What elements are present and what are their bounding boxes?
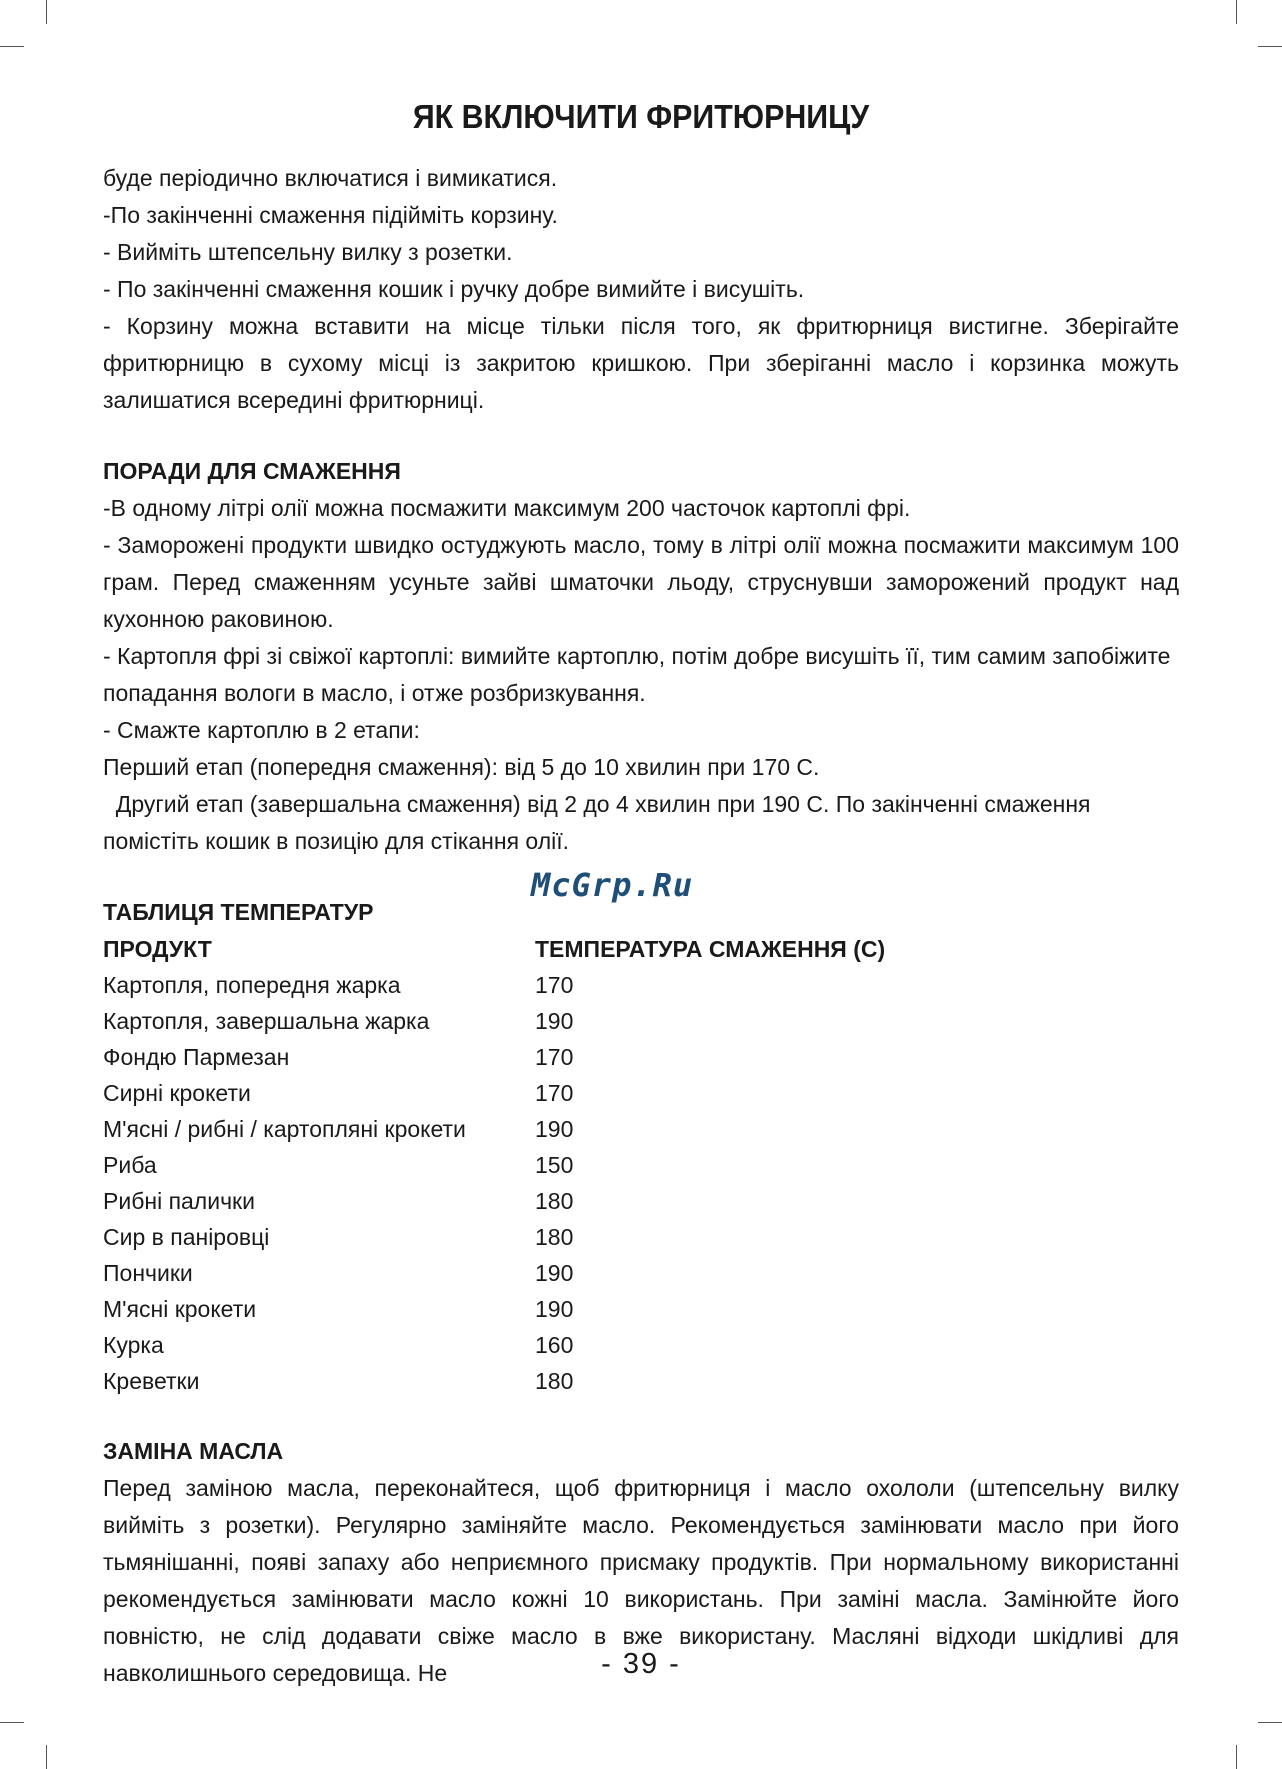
page-number: - 39 - <box>601 1648 681 1680</box>
temp-cell: 180 <box>535 1188 574 1214</box>
intro-paragraph: - Корзину можна вставити на місце тільки після того, як фритюрниця вистигне. Зберігайте фритюрницю в сухому місці із закритою кришкою. При зберіганні масло і корзинка можуть залишатися всередині фритюрниці. <box>103 313 1179 413</box>
temp-cell: 150 <box>535 1152 574 1178</box>
crop-mark <box>46 1745 47 1769</box>
crop-mark <box>1236 1745 1237 1769</box>
table-row <box>103 1147 885 1183</box>
tips-paragraph: - Смажте картоплю в 2 етапи: <box>103 717 420 743</box>
temp-cell: 170 <box>535 1044 574 1070</box>
oil-change-heading: ЗАМІНА МАСЛА <box>103 1438 284 1464</box>
oil-change-paragraph: Перед заміною масла, переконайтеся, щоб фритюрниця і масло охололи (штепсельну вилку вийміть з розетки). Регулярно заміняйте масло. Рекомендується замінювати масло при його тьмянішанні, появі запаху або неприємного присмаку продуктів. При нормальному використанні рекомендується замінювати масло кожні 10 використань. При заміні масла. Замінюйте його повністю, не слід додавати свіже масло в вже використану. Масляні відходи шкідливі для навколишнього середовища. Не <box>103 1475 1179 1686</box>
tips-paragraph: Перший етап (попередня смаження): від 5 до 10 хвилин при 170 С. <box>103 754 820 780</box>
tips-heading: ПОРАДИ ДЛЯ СМАЖЕННЯ <box>103 458 401 484</box>
table-row <box>103 1291 885 1327</box>
crop-mark <box>0 1722 24 1723</box>
product-cell: Сирні крокети <box>103 1080 251 1106</box>
table-row <box>103 1363 885 1399</box>
table-row <box>103 1219 885 1255</box>
intro-line: буде періодично включатися і вимикатися. <box>103 165 558 191</box>
crop-mark <box>1236 0 1237 24</box>
column-header-product: ПРОДУКТ <box>103 936 212 962</box>
table-row <box>103 1183 885 1219</box>
crop-mark <box>46 0 47 24</box>
temp-cell: 160 <box>535 1332 574 1358</box>
intro-line: -По закінченні смаження підійміть корзину. <box>103 202 558 228</box>
tips-paragraph: Другий етап (завершальна смаження) від 2 до 4 хвилин при 190 С. По закінченні смаження помістіть кошик в позицію для стікання олії. <box>103 791 1097 854</box>
product-cell: Курка <box>103 1332 164 1358</box>
temp-cell: 190 <box>535 1008 574 1034</box>
product-cell: Картопля, завершальна жарка <box>103 1008 430 1034</box>
temp-cell: 190 <box>535 1296 574 1322</box>
intro-line: - По закінченні смаження кошик і ручку добре вимийте і висушіть. <box>103 276 805 302</box>
temp-cell: 180 <box>535 1368 574 1394</box>
table-row <box>103 1003 885 1039</box>
watermark: McGrp.Ru <box>531 866 694 904</box>
table-heading: ТАБЛИЦЯ ТЕМПЕРАТУР <box>103 899 374 925</box>
tips-paragraph: - Заморожені продукти швидко остуджують масло, тому в літрі олії можна посмажити максимум 100 грам. Перед смаженням усуньте зайві шматочки льоду, струснувши заморожений продукт над кухонною раковиною. <box>103 532 1179 632</box>
product-cell: М'ясні крокети <box>103 1296 257 1322</box>
crop-mark <box>1258 46 1282 47</box>
table-row <box>103 1039 885 1075</box>
table-row <box>103 1255 885 1291</box>
product-cell: Рибні палички <box>103 1188 255 1214</box>
product-cell: Креветки <box>103 1368 200 1394</box>
tips-paragraph: - Картопля фрі зі свіжої картоплі: вимийте картоплю, потім добре висушіть її, тим самим запобіжите попадання вологи в масло, і отже розбризкування. <box>103 643 1171 706</box>
table-row <box>103 1075 885 1111</box>
table-header-row <box>103 931 885 967</box>
column-header-temperature: ТЕМПЕРАТУРА СМАЖЕННЯ (С) <box>535 936 886 962</box>
intro-line: - Вийміть штепсельну вилку з розетки. <box>103 239 513 265</box>
page-content <box>103 160 1179 1692</box>
product-cell: Сир в паніровці <box>103 1224 270 1250</box>
product-cell: Риба <box>103 1152 157 1178</box>
product-cell: Фондю Пармезан <box>103 1044 290 1070</box>
table-row <box>103 1327 885 1363</box>
product-cell: Картопля, попередня жарка <box>103 972 401 998</box>
temp-cell: 190 <box>535 1116 574 1142</box>
temp-cell: 170 <box>535 1080 574 1106</box>
page-title: ЯК ВКЛЮЧИТИ ФРИТЮРНИЦУ <box>412 98 870 135</box>
tips-paragraph: -В одному літрі олії можна посмажити максимум 200 часточок картоплі фрі. <box>103 495 911 521</box>
table-row <box>103 1111 885 1147</box>
temp-cell: 190 <box>535 1260 574 1286</box>
table-row <box>103 967 885 1003</box>
crop-mark <box>1258 1722 1282 1723</box>
temp-cell: 170 <box>535 972 574 998</box>
product-cell: Пончики <box>103 1260 193 1286</box>
product-cell: М'ясні / рибні / картопляні крокети <box>103 1116 466 1142</box>
temp-cell: 180 <box>535 1224 574 1250</box>
temperature-table <box>103 931 885 1399</box>
crop-mark <box>0 46 24 47</box>
